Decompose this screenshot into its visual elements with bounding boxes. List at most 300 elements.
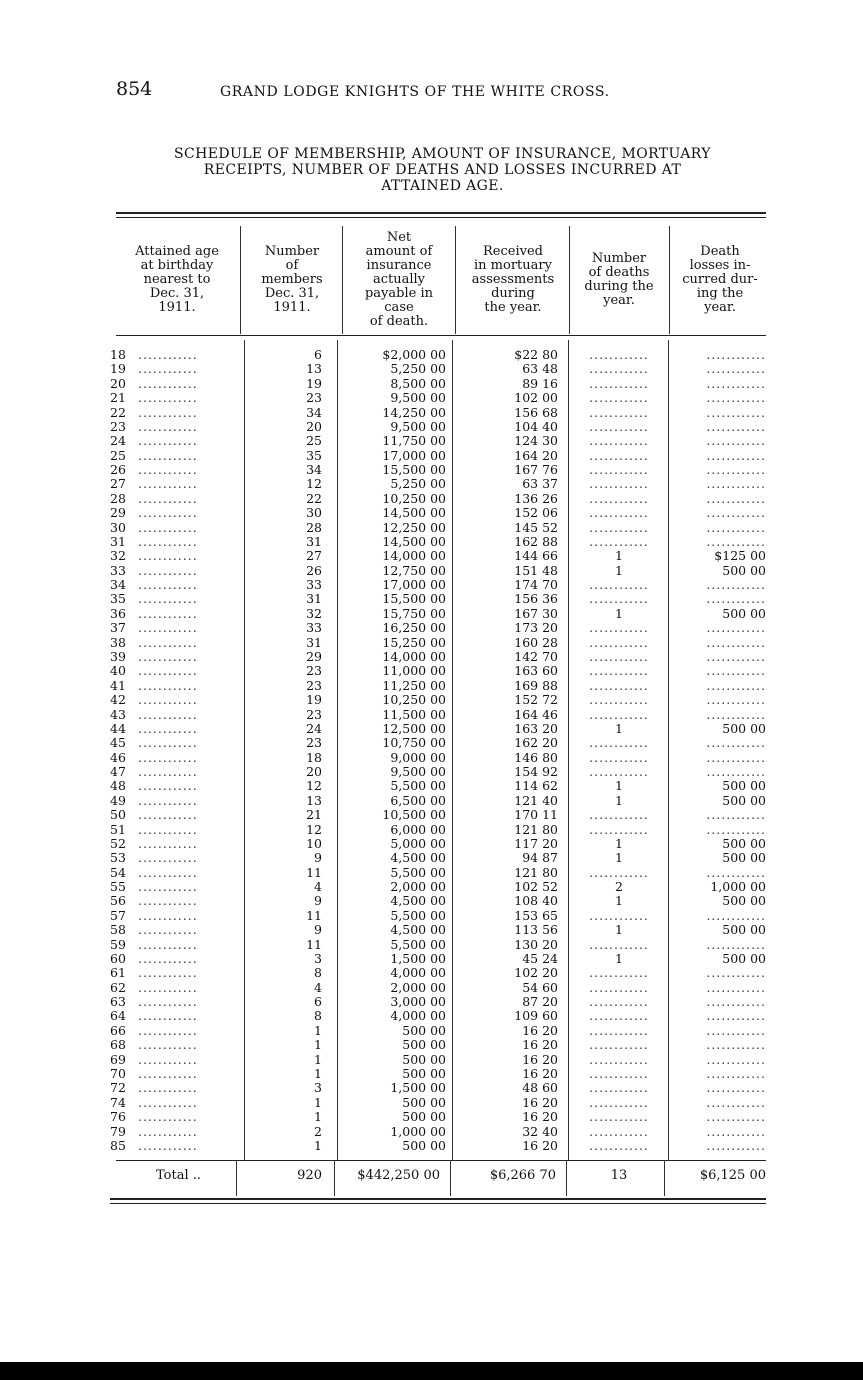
table-row [0, 1125, 863, 1139]
members-cell: 23 [306, 706, 322, 722]
members-cell: 1 [314, 1137, 322, 1153]
members-cell: 26 [306, 562, 322, 578]
received-cell: 146 80 [514, 749, 558, 765]
leader-dots: ............ [138, 836, 198, 851]
leader-dots: ............ [138, 851, 198, 866]
total-losses: $6,125 00 [699, 1168, 766, 1183]
insurance-cell: 1,500 00 [390, 950, 446, 966]
losses-cell: ............ [706, 765, 766, 780]
table-row [0, 1009, 863, 1023]
insurance-cell: 15,250 00 [382, 634, 446, 650]
received-cell: 164 20 [514, 447, 558, 463]
total-deaths: 13 [610, 1168, 628, 1183]
leader-dots: ............ [138, 506, 198, 521]
insurance-cell: 1,500 00 [390, 1080, 446, 1096]
deaths-cell: ............ [589, 405, 649, 420]
leader-dots: ............ [138, 534, 198, 549]
age-cell: 28 [110, 490, 126, 506]
losses-cell: 500 00 [722, 835, 766, 851]
table-row [0, 837, 863, 851]
losses-cell: ............ [706, 649, 766, 664]
received-cell: 113 56 [514, 922, 558, 938]
age-cell: 38 [110, 634, 126, 650]
insurance-cell: 6,000 00 [390, 821, 446, 837]
deaths-cell: ............ [589, 908, 649, 923]
deaths-cell: ............ [589, 1052, 649, 1067]
deaths-cell: ............ [589, 1023, 649, 1038]
leader-dots: ............ [138, 635, 198, 650]
table-row [0, 866, 863, 880]
deaths-cell: ............ [589, 649, 649, 664]
schedule-title [110, 146, 775, 194]
losses-cell: ............ [706, 592, 766, 607]
age-cell: 45 [110, 735, 126, 751]
deaths-cell: ............ [589, 808, 649, 823]
members-cell: 12 [306, 476, 322, 492]
table-row [0, 1053, 863, 1067]
table-row [0, 362, 863, 376]
received-cell: 154 92 [514, 764, 558, 780]
column-header-line: Number [591, 251, 647, 266]
bottom-double-rule [110, 1198, 766, 1200]
table-row [0, 952, 863, 966]
leader-dots: ............ [138, 419, 198, 434]
members-cell: 33 [306, 620, 322, 636]
insurance-cell: 15,500 00 [382, 591, 446, 607]
insurance-cell: 5,000 00 [390, 835, 446, 851]
received-cell: 167 76 [514, 462, 558, 478]
bottom-double-rule-inner [110, 1203, 766, 1204]
deaths-cell: ............ [589, 693, 649, 708]
table-row [0, 808, 863, 822]
table-row [0, 564, 863, 578]
deaths-cell: ............ [589, 1038, 649, 1053]
age-cell: 51 [110, 821, 126, 837]
total-members: 920 [297, 1168, 322, 1183]
insurance-cell: 12,750 00 [382, 562, 446, 578]
column-header-line: nearest to [143, 272, 211, 287]
insurance-cell: 9,500 00 [390, 390, 446, 406]
insurance-cell: 10,250 00 [382, 692, 446, 708]
received-cell: 151 48 [514, 562, 558, 578]
leader-dots: ............ [138, 448, 198, 463]
losses-cell: ............ [706, 980, 766, 995]
members-cell: 22 [306, 490, 322, 506]
age-cell: 32 [110, 548, 126, 564]
deaths-cell: 2 [615, 879, 623, 895]
members-cell: 3 [314, 950, 322, 966]
leader-dots: ............ [138, 721, 198, 736]
members-cell: 13 [306, 792, 322, 808]
column-header-line: Number [264, 244, 320, 259]
table-row [0, 348, 863, 362]
members-cell: 1 [314, 1094, 322, 1110]
received-cell: 109 60 [514, 1008, 558, 1024]
received-cell: 124 30 [514, 433, 558, 449]
table-row [0, 578, 863, 592]
deaths-cell: ............ [589, 506, 649, 521]
members-cell: 9 [314, 922, 322, 938]
column-divider [569, 226, 570, 334]
members-cell: 11 [306, 936, 322, 952]
losses-cell: 500 00 [722, 922, 766, 938]
received-cell: 16 20 [522, 1066, 558, 1081]
leader-dots: ............ [138, 908, 198, 923]
table-row [0, 1110, 863, 1124]
deaths-cell: ............ [589, 592, 649, 607]
insurance-cell: 1,000 00 [390, 1123, 446, 1139]
column-header-line: during the [584, 279, 654, 294]
losses-cell: ............ [706, 693, 766, 708]
insurance-cell: 16,250 00 [382, 620, 446, 636]
deaths-cell: ............ [589, 376, 649, 391]
received-cell: 102 20 [514, 965, 558, 981]
members-cell: 8 [314, 1008, 322, 1024]
table-row [0, 391, 863, 405]
age-cell: 34 [110, 577, 126, 593]
age-cell: 42 [110, 692, 126, 708]
deaths-cell: 1 [615, 605, 623, 621]
table-row [0, 894, 863, 908]
deaths-cell: ............ [589, 822, 649, 837]
received-cell: 174 70 [514, 577, 558, 593]
leader-dots: ............ [138, 520, 198, 535]
insurance-cell: 9,500 00 [390, 418, 446, 434]
age-cell: 60 [110, 950, 126, 966]
total-row [0, 1166, 863, 1186]
deaths-cell: 1 [615, 893, 623, 909]
insurance-cell: $2,000 00 [382, 347, 446, 362]
deaths-cell: ............ [589, 419, 649, 434]
received-cell: 16 20 [522, 1051, 558, 1067]
members-cell: 3 [314, 1080, 322, 1096]
losses-cell: ............ [706, 908, 766, 923]
column-divider [664, 1160, 665, 1196]
received-cell: 54 60 [522, 979, 558, 995]
column-header-line: year. [704, 300, 736, 315]
leader-dots: ............ [138, 995, 198, 1010]
leader-dots: ............ [138, 779, 198, 794]
insurance-cell: 14,000 00 [382, 548, 446, 564]
losses-cell: 1,000 00 [710, 879, 766, 895]
age-cell: 19 [110, 361, 126, 377]
deaths-cell: ............ [589, 434, 649, 449]
leader-dots: ............ [138, 563, 198, 578]
losses-cell: 500 00 [722, 893, 766, 909]
members-cell: 9 [314, 893, 322, 909]
deaths-cell: ............ [589, 477, 649, 492]
deaths-cell: ............ [589, 664, 649, 679]
losses-cell: ............ [706, 736, 766, 751]
table-row [0, 995, 863, 1009]
table-row [0, 909, 863, 923]
table-row [0, 449, 863, 463]
column-header-line: Received [483, 244, 543, 259]
received-cell: 156 68 [514, 404, 558, 420]
age-cell: 30 [110, 519, 126, 535]
members-cell: 28 [306, 519, 322, 535]
deaths-cell: ............ [589, 1067, 649, 1081]
deaths-cell: ............ [589, 1124, 649, 1139]
deaths-cell: ............ [589, 678, 649, 693]
insurance-cell: 14,000 00 [382, 648, 446, 664]
column-header-line: payable in [364, 286, 433, 301]
received-cell: 156 36 [514, 591, 558, 607]
leader-dots: ............ [138, 793, 198, 808]
members-cell: 27 [306, 548, 322, 564]
table-row [0, 650, 863, 664]
column-header [670, 226, 770, 334]
deaths-cell: ............ [589, 1110, 649, 1125]
losses-cell: ............ [706, 348, 766, 362]
table-row [0, 880, 863, 894]
age-cell: 44 [110, 720, 126, 736]
insurance-cell: 500 00 [402, 1022, 446, 1038]
insurance-cell: 12,250 00 [382, 519, 446, 535]
age-cell: 18 [110, 347, 126, 362]
column-header-line: losses in- [689, 258, 751, 273]
losses-cell: ............ [706, 1110, 766, 1125]
received-cell: 32 40 [522, 1123, 558, 1139]
top-double-rule [116, 212, 766, 214]
age-cell: 85 [110, 1137, 126, 1153]
column-header-line: assessments [471, 272, 555, 287]
leader-dots: ............ [138, 1095, 198, 1110]
losses-cell: ............ [706, 1038, 766, 1053]
members-cell: 4 [314, 879, 322, 895]
deaths-cell: ............ [589, 966, 649, 981]
column-divider [450, 1160, 451, 1196]
age-cell: 25 [110, 447, 126, 463]
received-cell: 130 20 [514, 936, 558, 952]
age-cell: 59 [110, 936, 126, 952]
leader-dots: ............ [138, 463, 198, 478]
received-cell: 173 20 [514, 620, 558, 636]
received-cell: 145 52 [514, 519, 558, 535]
members-cell: 24 [306, 720, 322, 736]
losses-cell: ............ [706, 506, 766, 521]
page-number: 854 [116, 78, 153, 100]
deaths-cell: ............ [589, 635, 649, 650]
column-header-line: of deaths [588, 265, 650, 280]
members-cell: 32 [306, 605, 322, 621]
leader-dots: ............ [138, 1138, 198, 1153]
column-header-line: Net [386, 230, 412, 245]
column-divider [566, 1160, 567, 1196]
column-header-line: of death. [369, 314, 429, 329]
age-cell: 72 [110, 1080, 126, 1096]
leader-dots: ............ [138, 880, 198, 895]
total-label: Total .. [156, 1168, 202, 1183]
table-row [0, 938, 863, 952]
age-cell: 74 [110, 1094, 126, 1110]
losses-cell: ............ [706, 621, 766, 636]
column-header [344, 226, 454, 334]
losses-cell: ............ [706, 966, 766, 981]
column-divider [236, 1160, 237, 1196]
table-row [0, 592, 863, 606]
members-cell: 9 [314, 850, 322, 866]
received-cell: 163 20 [514, 720, 558, 736]
age-cell: 54 [110, 864, 126, 880]
leader-dots: ............ [138, 865, 198, 880]
age-cell: 21 [110, 390, 126, 406]
age-cell: 48 [110, 778, 126, 794]
column-header-line: in mortuary [474, 258, 552, 273]
members-cell: 6 [314, 347, 322, 362]
losses-cell: ............ [706, 1052, 766, 1067]
age-cell: 53 [110, 850, 126, 866]
age-cell: 55 [110, 879, 126, 895]
received-cell: 153 65 [514, 907, 558, 923]
losses-cell: ............ [706, 578, 766, 593]
leader-dots: ............ [138, 750, 198, 765]
deaths-cell: ............ [589, 865, 649, 880]
table-row [0, 1067, 863, 1081]
insurance-cell: 500 00 [402, 1051, 446, 1067]
received-cell: 87 20 [522, 994, 558, 1010]
insurance-cell: 6,500 00 [390, 792, 446, 808]
age-cell: 57 [110, 907, 126, 923]
age-cell: 37 [110, 620, 126, 636]
top-double-rule-inner [116, 217, 766, 218]
page-header [116, 78, 676, 102]
table-row [0, 1081, 863, 1095]
table-row [0, 506, 863, 520]
insurance-cell: 5,500 00 [390, 864, 446, 880]
insurance-cell: 500 00 [402, 1137, 446, 1153]
table-row [0, 664, 863, 678]
table-row [0, 521, 863, 535]
members-cell: 33 [306, 577, 322, 593]
received-cell: 89 16 [522, 375, 558, 391]
column-header-line: amount of [365, 244, 433, 259]
received-cell: 114 62 [514, 778, 558, 794]
leader-dots: ............ [138, 664, 198, 679]
age-cell: 36 [110, 605, 126, 621]
column-divider [342, 226, 343, 334]
received-cell: 108 40 [514, 893, 558, 909]
insurance-cell: 11,750 00 [382, 433, 446, 449]
members-cell: 6 [314, 994, 322, 1010]
leader-dots: ............ [138, 621, 198, 636]
table-row [0, 736, 863, 750]
members-cell: 23 [306, 677, 322, 693]
column-header-line: of [285, 258, 299, 273]
insurance-cell: 10,250 00 [382, 490, 446, 506]
leader-dots: ............ [138, 578, 198, 593]
insurance-cell: 500 00 [402, 1066, 446, 1081]
received-cell: 16 20 [522, 1022, 558, 1038]
total-top-rule [116, 1160, 766, 1161]
losses-cell: ............ [706, 707, 766, 722]
losses-cell: ............ [706, 1023, 766, 1038]
table-row [0, 693, 863, 707]
losses-cell: 500 00 [722, 850, 766, 866]
deaths-cell: ............ [589, 1095, 649, 1110]
deaths-cell: ............ [589, 348, 649, 362]
table-row [0, 708, 863, 722]
age-cell: 46 [110, 749, 126, 765]
members-cell: 20 [306, 764, 322, 780]
losses-cell: ............ [706, 448, 766, 463]
deaths-cell: ............ [589, 707, 649, 722]
age-cell: 22 [110, 404, 126, 420]
insurance-cell: 2,000 00 [390, 879, 446, 895]
age-cell: 33 [110, 562, 126, 578]
received-cell: 117 20 [514, 835, 558, 851]
received-cell: $22 80 [514, 347, 558, 362]
received-cell: 164 46 [514, 706, 558, 722]
received-cell: 144 66 [514, 548, 558, 564]
leader-dots: ............ [138, 808, 198, 823]
deaths-cell: ............ [589, 362, 649, 377]
members-cell: 11 [306, 864, 322, 880]
members-cell: 1 [314, 1109, 322, 1125]
losses-cell: 500 00 [722, 605, 766, 621]
age-cell: 70 [110, 1066, 126, 1081]
age-cell: 50 [110, 807, 126, 823]
deaths-cell: ............ [589, 750, 649, 765]
insurance-cell: 5,250 00 [390, 361, 446, 377]
received-cell: 160 28 [514, 634, 558, 650]
table-row [0, 679, 863, 693]
age-cell: 39 [110, 648, 126, 664]
insurance-cell: 14,250 00 [382, 404, 446, 420]
running-head: GRAND LODGE KNIGHTS OF THE WHITE CROSS. [220, 84, 610, 100]
deaths-cell: ............ [589, 1138, 649, 1153]
age-cell: 27 [110, 476, 126, 492]
leader-dots: ............ [138, 434, 198, 449]
leader-dots: ............ [138, 707, 198, 722]
column-header-line: Attained age [135, 244, 219, 259]
deaths-cell: ............ [589, 621, 649, 636]
table-row [0, 751, 863, 765]
deaths-cell: ............ [589, 980, 649, 995]
deaths-cell: ............ [589, 736, 649, 751]
received-cell: 16 20 [522, 1037, 558, 1053]
age-cell: 63 [110, 994, 126, 1010]
members-cell: 25 [306, 433, 322, 449]
leader-dots: ............ [138, 1067, 198, 1081]
members-cell: 31 [306, 533, 322, 549]
losses-cell: ............ [706, 362, 766, 377]
losses-cell: ............ [706, 405, 766, 420]
losses-cell: ............ [706, 865, 766, 880]
table-row [0, 1038, 863, 1052]
losses-cell: ............ [706, 995, 766, 1010]
age-cell: 47 [110, 764, 126, 780]
age-cell: 41 [110, 677, 126, 693]
deaths-cell: ............ [589, 491, 649, 506]
leader-dots: ............ [138, 405, 198, 420]
insurance-cell: 15,750 00 [382, 605, 446, 621]
deaths-cell: 1 [615, 792, 623, 808]
insurance-cell: 2,000 00 [390, 979, 446, 995]
leader-dots: ............ [138, 592, 198, 607]
insurance-cell: 4,000 00 [390, 1008, 446, 1024]
age-cell: 58 [110, 922, 126, 938]
received-cell: 121 40 [514, 792, 558, 808]
leader-dots: ............ [138, 894, 198, 909]
table-row [0, 377, 863, 391]
age-cell: 61 [110, 965, 126, 981]
deaths-cell: ............ [589, 937, 649, 952]
column-header-line: the year. [484, 300, 542, 315]
table-row [0, 535, 863, 549]
table-row [0, 794, 863, 808]
insurance-cell: 5,500 00 [390, 936, 446, 952]
